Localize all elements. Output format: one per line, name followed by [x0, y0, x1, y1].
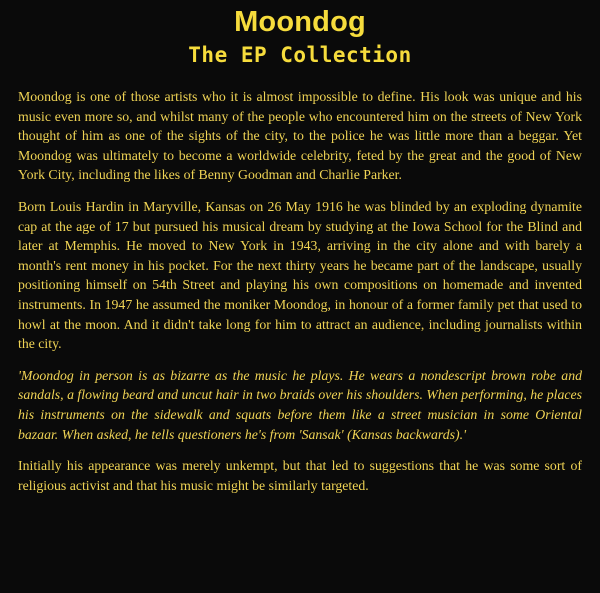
paragraph-quote: 'Moondog in person is as bizarre as the music he plays. He wears a nondescript brown robe and sandals, a flowing beard and uncut hair in two braids over his shoulders. When performing, he places his instruments on the sidewalk and squats before them like a street musician in some Oriental bazaar. When asked, he tells questioners he's from 'Sansak' (Kansas backwards).' — [18, 367, 582, 442]
page-title: Moondog — [234, 6, 366, 38]
paragraph-intro: Moondog is one of those artists who it is almost impossible to define. His look was unique and his music even more so, and whilst many of the people who encountered him on the streets of New York thought of him as one of the sights of the city, to the police he was little more than a beggar. Yet Moondog was ultimately to become a worldwide celebrity, feted by the great and the good of New York City, including the likes of Benny Goodman and Charlie Parker. — [18, 89, 582, 183]
paragraph-biography: Born Louis Hardin in Maryville, Kansas on 26 May 1916 he was blinded by an exploding dynamite cap at the age of 17 but pursued his musical dream by studying at the Iowa School for the Blind and later at Memphis. He moved to New York in 1943, arriving in the city alone and with barely a month's rent money in his pocket. For the next thirty years he became part of the landscape, usually positioning himself on 54th Street and playing his own compositions on homemade and invented instruments. In 1947 he assumed the moniker Moondog, in honour of a former family pet that used to howl at the moon. And it didn't take long for him to attract an audience, including journalists within the city. — [18, 198, 582, 352]
page-subtitle: The EP Collection — [188, 43, 412, 67]
paragraph-appearance: Initially his appearance was merely unkempt, but that led to suggestions that he was some sort of religious activist and that his music might be similarly targeted. — [18, 458, 582, 493]
